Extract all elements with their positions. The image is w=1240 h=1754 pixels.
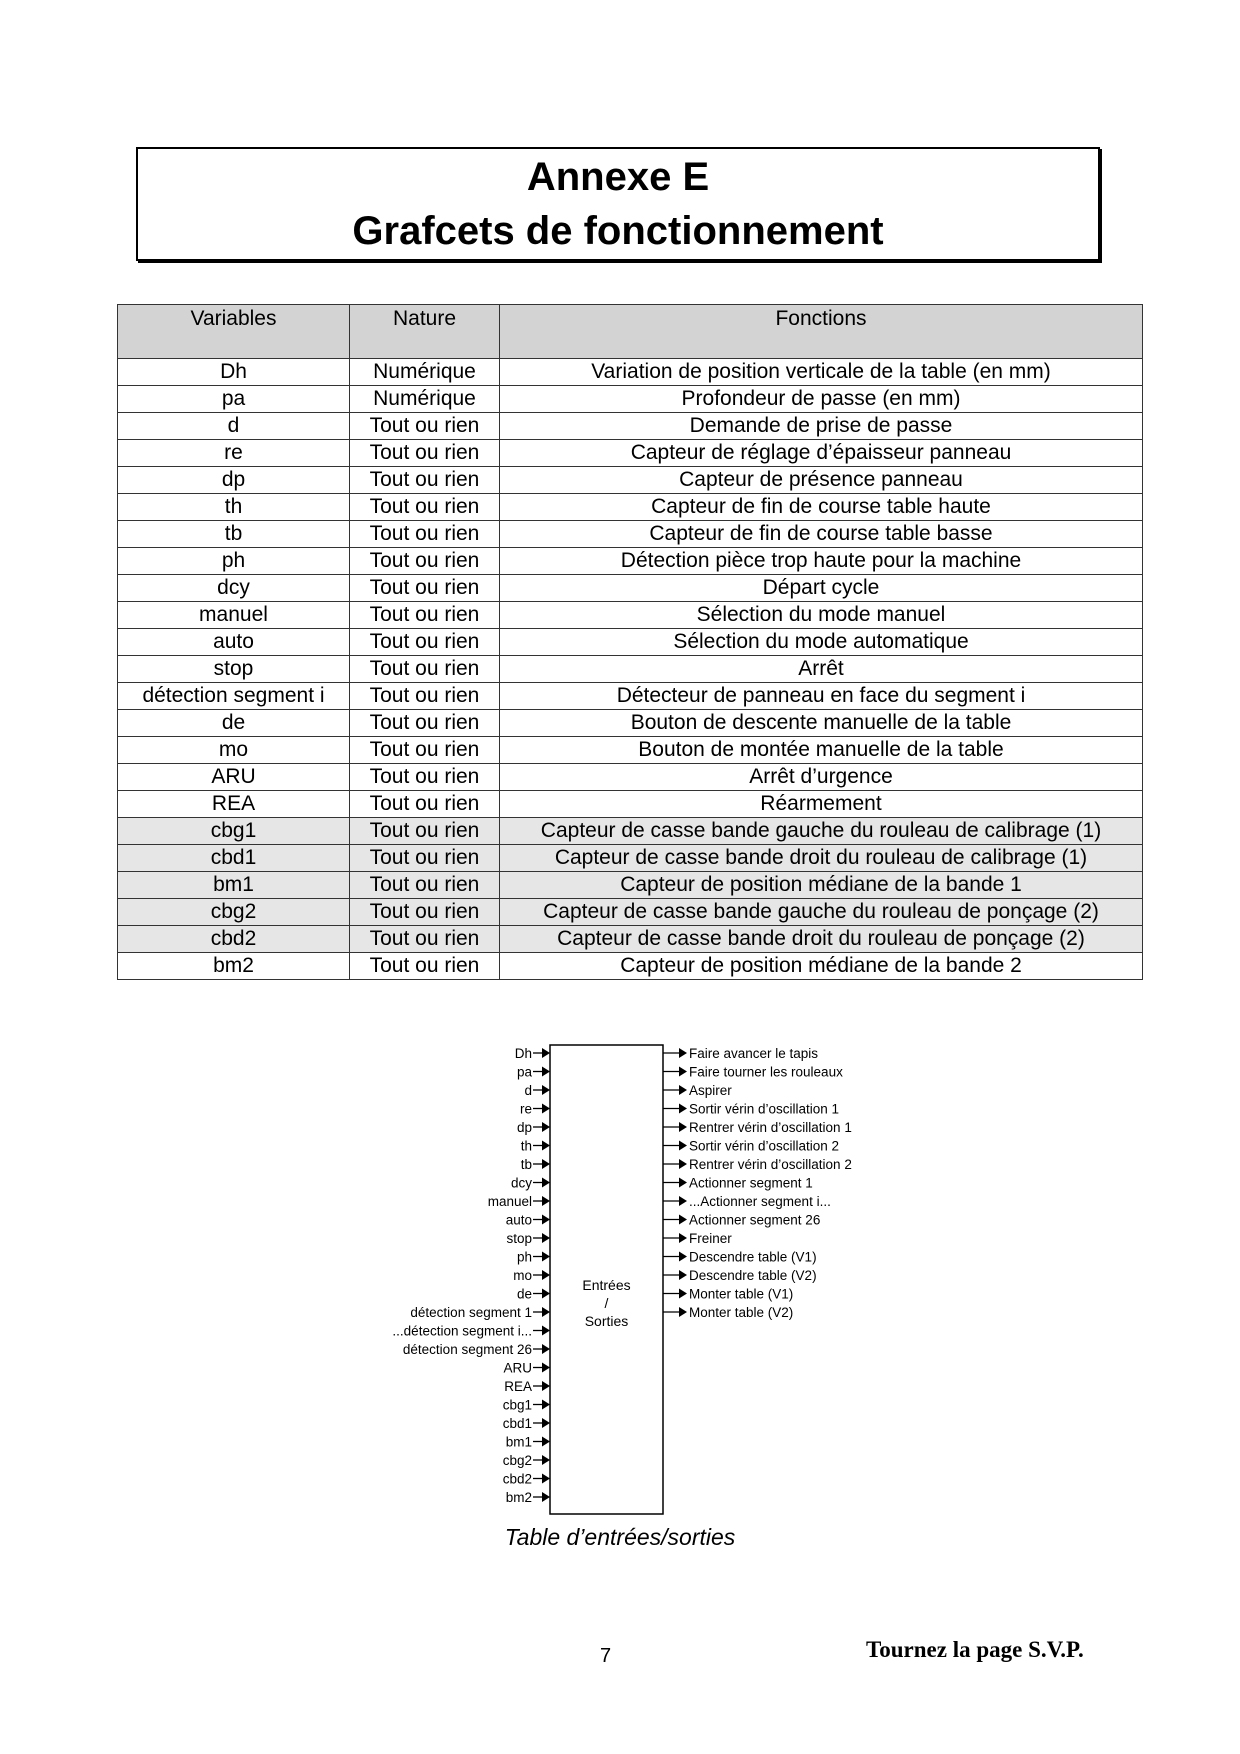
cell-fonction: Sélection du mode manuel — [500, 602, 1143, 629]
input-arrow-head — [542, 1122, 550, 1132]
table-row — [118, 413, 1143, 440]
cell-variable: détection segment i — [118, 683, 350, 710]
cell-variable: dp — [118, 467, 350, 494]
table-header-row — [118, 305, 1143, 359]
cell-variable: mo — [118, 737, 350, 764]
cell-variable: tb — [118, 521, 350, 548]
cell-fonction: Détection pièce trop haute pour la machine — [500, 548, 1143, 575]
cell-variable: cbg2 — [118, 899, 350, 926]
cell-fonction: Capteur de présence panneau — [500, 467, 1143, 494]
table-row — [118, 926, 1143, 953]
cell-fonction: Détecteur de panneau en face du segment i — [500, 683, 1143, 710]
input-label: d — [524, 1083, 532, 1098]
input-label: dcy — [510, 1175, 532, 1191]
io-box-label: Entrées — [582, 1277, 631, 1293]
output-arrow-head — [679, 1085, 687, 1095]
input-label: détection segment 26 — [402, 1342, 532, 1357]
cell-variable: ARU — [118, 764, 350, 791]
cell-variable: dcy — [118, 575, 350, 602]
table-row — [118, 656, 1143, 683]
output-label: Rentrer vérin d’oscillation 2 — [689, 1157, 852, 1172]
table-row — [118, 683, 1143, 710]
output-arrow-head — [679, 1252, 687, 1262]
column-header-fonctions: Fonctions — [500, 305, 1143, 359]
input-arrow-head — [542, 1400, 550, 1410]
io-diagram — [340, 1040, 900, 1520]
cell-nature: Tout ou rien — [350, 467, 500, 494]
input-label: dp — [516, 1120, 532, 1135]
output-label: Monter table (V2) — [689, 1305, 794, 1320]
title-box — [136, 147, 1100, 261]
output-label: ...Actionner segment i... — [689, 1194, 831, 1209]
output-label: Rentrer vérin d’oscillation 1 — [689, 1120, 852, 1135]
table-row — [118, 710, 1143, 737]
input-arrow-head — [542, 1492, 550, 1502]
cell-variable: re — [118, 440, 350, 467]
table-row — [118, 359, 1143, 386]
output-arrow-head — [679, 1141, 687, 1151]
output-arrow-head — [679, 1196, 687, 1206]
cell-nature: Tout ou rien — [350, 899, 500, 926]
cell-variable: stop — [118, 656, 350, 683]
output-label: Descendre table (V1) — [689, 1249, 817, 1265]
cell-variable: cbd1 — [118, 845, 350, 872]
table-row — [118, 521, 1143, 548]
column-header-variables: Variables — [118, 305, 350, 359]
cell-variable: pa — [118, 386, 350, 413]
cell-variable: bm2 — [118, 953, 350, 980]
cell-variable: Dh — [118, 359, 350, 386]
cell-nature: Tout ou rien — [350, 413, 500, 440]
cell-nature: Tout ou rien — [350, 818, 500, 845]
output-arrow-head — [679, 1048, 687, 1058]
input-label: stop — [506, 1231, 532, 1246]
input-label: ARU — [503, 1360, 532, 1376]
cell-fonction: Arrêt — [500, 656, 1143, 683]
cell-fonction: Capteur de fin de course table haute — [500, 494, 1143, 521]
input-arrow-head — [542, 1178, 550, 1188]
cell-fonction: Capteur de casse bande gauche du rouleau de calibrage (1) — [500, 818, 1143, 845]
annex-subtitle: Grafcets de fonctionnement — [352, 209, 884, 253]
table-row — [118, 764, 1143, 791]
input-arrow-head — [542, 1215, 550, 1225]
output-label: Faire avancer le tapis — [689, 1046, 819, 1061]
cell-nature: Tout ou rien — [350, 953, 500, 980]
diagram-caption: Table d’entrées/sorties — [504, 1524, 736, 1550]
cell-nature: Tout ou rien — [350, 737, 500, 764]
page-number: 7 — [600, 1645, 612, 1667]
input-arrow-head — [542, 1085, 550, 1095]
cell-nature: Tout ou rien — [350, 710, 500, 737]
cell-fonction: Capteur de casse bande gauche du rouleau de ponçage (2) — [500, 899, 1143, 926]
cell-fonction: Demande de prise de passe — [500, 413, 1143, 440]
input-arrow-head — [542, 1048, 550, 1058]
table-row — [118, 872, 1143, 899]
cell-fonction: Capteur de position médiane de la bande 1 — [500, 872, 1143, 899]
output-label: Monter table (V1) — [689, 1286, 794, 1302]
io-box-label: Sorties — [584, 1313, 629, 1329]
annex-title: Annexe E — [526, 155, 710, 199]
table-body — [118, 359, 1143, 980]
cell-nature: Tout ou rien — [350, 440, 500, 467]
output-label: Faire tourner les rouleaux — [689, 1064, 843, 1080]
input-arrow-head — [542, 1104, 550, 1114]
cell-fonction: Variation de position verticale de la table (en mm) — [500, 359, 1143, 386]
input-arrow-head — [542, 1289, 550, 1299]
cell-variable: bm1 — [118, 872, 350, 899]
input-arrow-head — [542, 1418, 550, 1428]
output-arrow-head — [679, 1159, 687, 1169]
input-label: pa — [516, 1064, 532, 1080]
cell-fonction: Capteur de réglage d’épaisseur panneau — [500, 440, 1143, 467]
output-label: Actionner segment 26 — [689, 1212, 821, 1228]
input-arrow-head — [542, 1270, 550, 1280]
cell-nature: Numérique — [350, 386, 500, 413]
cell-nature: Tout ou rien — [350, 548, 500, 575]
table-row — [118, 953, 1143, 980]
column-header-nature: Nature — [350, 305, 500, 359]
output-label: Sortir vérin d’oscillation 1 — [689, 1101, 840, 1117]
cell-nature: Numérique — [350, 359, 500, 386]
input-label: Dh — [514, 1046, 532, 1061]
cell-nature: Tout ou rien — [350, 494, 500, 521]
cell-fonction: Bouton de descente manuelle de la table — [500, 710, 1143, 737]
cell-nature: Tout ou rien — [350, 629, 500, 656]
table-row — [118, 629, 1143, 656]
input-arrow-head — [542, 1455, 550, 1465]
input-label: cbd2 — [502, 1471, 532, 1487]
footer-note: Tournez la page S.V.P. — [866, 1637, 1084, 1662]
cell-variable: d — [118, 413, 350, 440]
table-row — [118, 467, 1143, 494]
input-arrow-head — [542, 1437, 550, 1447]
output-arrow-head — [679, 1178, 687, 1188]
variables-table — [117, 304, 1143, 980]
cell-fonction: Capteur de position médiane de la bande 2 — [500, 953, 1143, 980]
input-arrow-head — [542, 1344, 550, 1354]
input-arrow-head — [542, 1196, 550, 1206]
cell-fonction: Réarmement — [500, 791, 1143, 818]
input-label: bm1 — [505, 1434, 532, 1450]
cell-variable: th — [118, 494, 350, 521]
input-arrow-head — [542, 1363, 550, 1373]
input-arrow-head — [542, 1252, 550, 1262]
table-row — [118, 899, 1143, 926]
cell-nature: Tout ou rien — [350, 926, 500, 953]
table-row — [118, 575, 1143, 602]
output-arrow-head — [679, 1233, 687, 1243]
cell-nature: Tout ou rien — [350, 575, 500, 602]
cell-variable: REA — [118, 791, 350, 818]
table-row — [118, 602, 1143, 629]
cell-variable: manuel — [118, 602, 350, 629]
input-arrow-head — [542, 1067, 550, 1077]
input-label: cbd1 — [502, 1416, 532, 1431]
input-label: détection segment 1 — [410, 1305, 532, 1320]
input-label: re — [519, 1101, 532, 1117]
table-row — [118, 548, 1143, 575]
output-label: Descendre table (V2) — [689, 1268, 817, 1283]
cell-fonction: Capteur de casse bande droit du rouleau de calibrage (1) — [500, 845, 1143, 872]
cell-nature: Tout ou rien — [350, 845, 500, 872]
input-arrow-head — [542, 1474, 550, 1484]
io-box-label: / — [604, 1295, 609, 1311]
cell-variable: cbd2 — [118, 926, 350, 953]
input-label: cbg1 — [502, 1397, 532, 1413]
output-label: Actionner segment 1 — [689, 1175, 813, 1191]
cell-variable: cbg1 — [118, 818, 350, 845]
output-arrow-head — [679, 1270, 687, 1280]
input-arrow-head — [542, 1159, 550, 1169]
cell-nature: Tout ou rien — [350, 872, 500, 899]
input-label: REA — [504, 1379, 532, 1394]
cell-fonction: Capteur de casse bande droit du rouleau de ponçage (2) — [500, 926, 1143, 953]
output-label: Freiner — [689, 1231, 732, 1246]
input-label: de — [516, 1286, 532, 1302]
table-row — [118, 818, 1143, 845]
table-row — [118, 737, 1143, 764]
table-row — [118, 845, 1143, 872]
cell-nature: Tout ou rien — [350, 791, 500, 818]
input-label: mo — [513, 1268, 532, 1283]
cell-fonction: Départ cycle — [500, 575, 1143, 602]
input-label: ph — [516, 1249, 532, 1265]
input-label: cbg2 — [502, 1453, 532, 1468]
cell-nature: Tout ou rien — [350, 683, 500, 710]
input-label: th — [520, 1138, 532, 1154]
table-row — [118, 386, 1143, 413]
cell-fonction: Arrêt d’urgence — [500, 764, 1143, 791]
cell-fonction: Sélection du mode automatique — [500, 629, 1143, 656]
output-arrow-head — [679, 1289, 687, 1299]
cell-fonction: Profondeur de passe (en mm) — [500, 386, 1143, 413]
table-row — [118, 440, 1143, 467]
input-label: auto — [505, 1212, 532, 1228]
input-arrow-head — [542, 1307, 550, 1317]
input-arrow-head — [542, 1381, 550, 1391]
output-label: Aspirer — [689, 1083, 732, 1098]
output-arrow-head — [679, 1067, 687, 1077]
cell-variable: ph — [118, 548, 350, 575]
cell-variable: auto — [118, 629, 350, 656]
output-label: Sortir vérin d’oscillation 2 — [689, 1138, 840, 1154]
output-arrow-head — [679, 1307, 687, 1317]
input-arrow-head — [542, 1233, 550, 1243]
input-label: ...détection segment i... — [392, 1323, 532, 1339]
output-arrow-head — [679, 1104, 687, 1114]
output-arrow-head — [679, 1122, 687, 1132]
cell-fonction: Bouton de montée manuelle de la table — [500, 737, 1143, 764]
cell-nature: Tout ou rien — [350, 656, 500, 683]
table-row — [118, 791, 1143, 818]
table-row — [118, 494, 1143, 521]
cell-variable: de — [118, 710, 350, 737]
cell-fonction: Capteur de fin de course table basse — [500, 521, 1143, 548]
input-arrow-head — [542, 1141, 550, 1151]
cell-nature: Tout ou rien — [350, 602, 500, 629]
input-label: bm2 — [505, 1490, 532, 1505]
cell-nature: Tout ou rien — [350, 521, 500, 548]
input-arrow-head — [542, 1326, 550, 1336]
input-label: manuel — [487, 1194, 532, 1209]
output-arrow-head — [679, 1215, 687, 1225]
input-label: tb — [520, 1157, 532, 1172]
cell-nature: Tout ou rien — [350, 764, 500, 791]
